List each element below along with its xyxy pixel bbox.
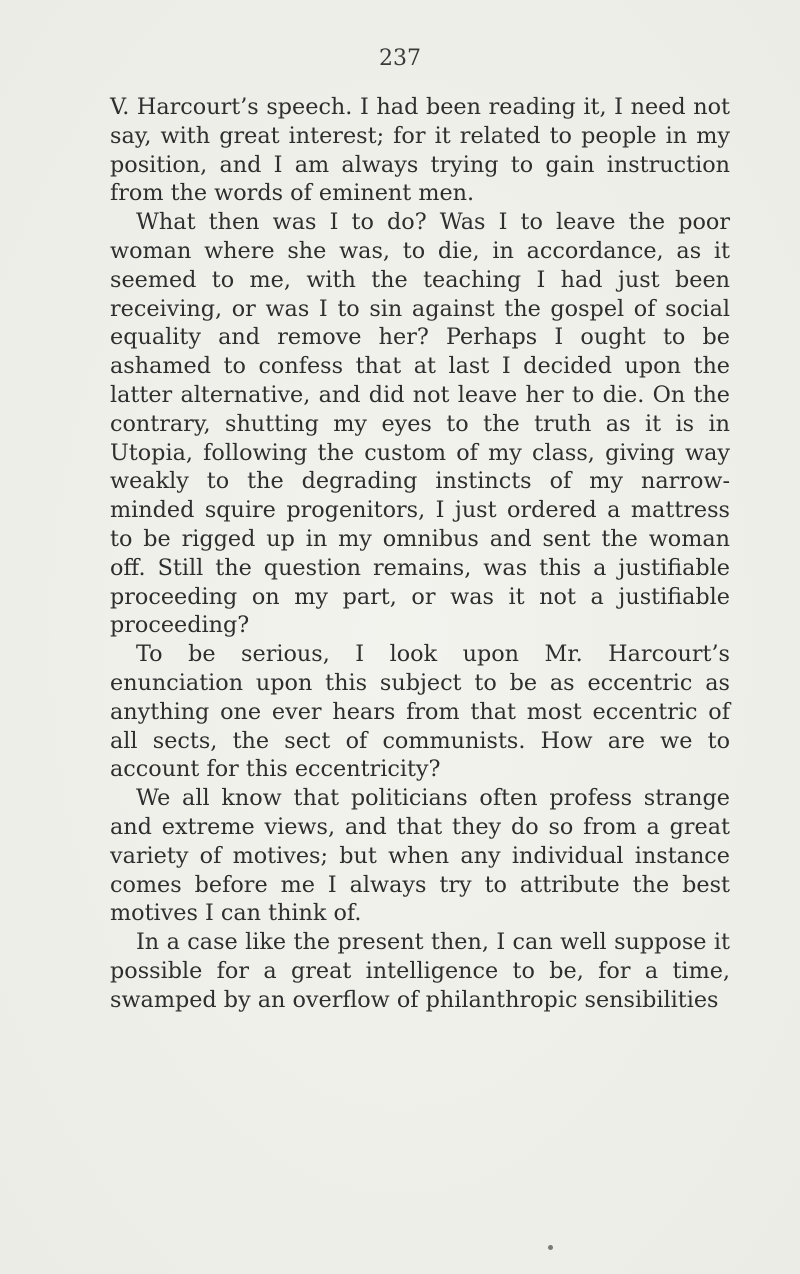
ink-speck (548, 1245, 553, 1250)
paragraph-1: V. Harcourt’s speech. I had been reading it, I need not say, with great interest; for it related to people in my position, and I am always trying to gain instruction from the words of eminent men. (110, 94, 730, 207)
paragraph-4: We all know that politicians often profess strange and extreme views, and that they do so from a great variety of motives; but when any individual instance comes before me I always try to attribute the best motives I can think of. (110, 785, 730, 927)
paragraph-2: What then was I to do? Was I to leave the poor woman where she was, to die, in accordance, as it seemed to me, with the teaching I had just been receiving, or was I to sin against the gospel of social equality and remove her? Perhaps I ought to be ashamed to confess that at last I decided upon the latter alternative, and did not leave her to die. On the contrary, shutting my eyes to the truth as it is in Utopia, following the custom of my class, giving way weakly to the degrading instincts of my narrow-minded squire progenitors, I just ordered a mattress to be rigged up in my omnibus and sent the woman off. Still the question remains, was this a justifiable proceeding on my part, or was it not a justifiable proceeding? (110, 209, 730, 639)
page-number: 237 (379, 46, 421, 71)
paragraph-5: In a case like the present then, I can well suppose it possible for a great intelligence to be, for a time, swamped by an overflow of philanthropic sensibilities (110, 929, 730, 1013)
paragraph-3: To be serious, I look upon Mr. Harcourt’s enunciation upon this subject to be as eccentric as anything one ever hears from that most eccentric of all sects, the sect of communists. How are we to account for this eccentricity? (110, 641, 730, 783)
page-body-text (110, 93, 730, 1015)
